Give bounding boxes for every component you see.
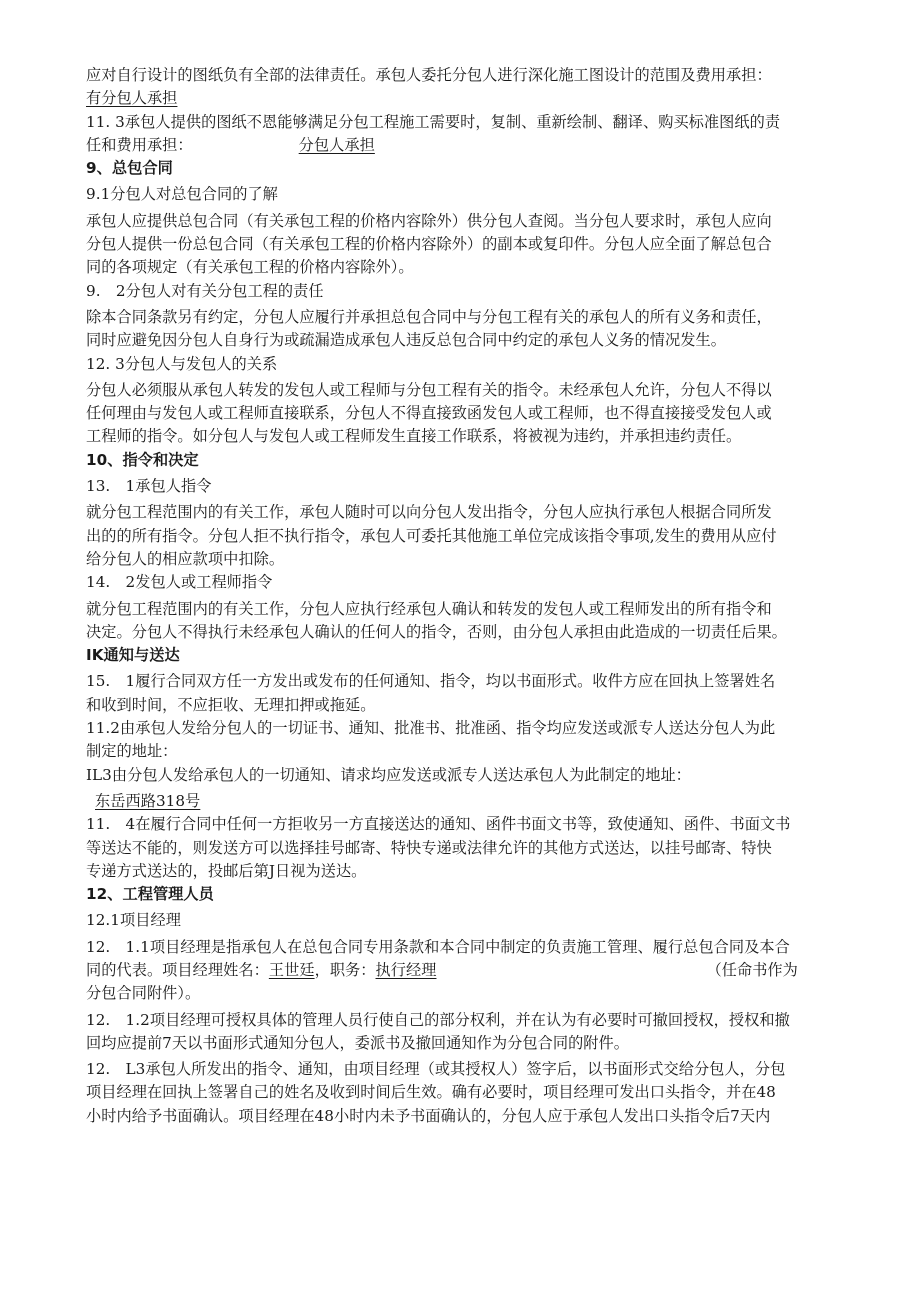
text-line: 12. 1.2项目经理可授权具体的管理人员行使自己的部分权利，并在认为有必要时可撤回授权，授权和撤 — [86, 1010, 790, 1029]
text-line: 回均应提前7天以书面形式通知分包人，委派书及撤回通知作为分包合同的附件。 — [86, 1033, 630, 1052]
underlined-value: 王世廷 — [268, 960, 315, 979]
text-line: 应对自行设计的图纸负有全部的法律责任。承包人委托分包人进行深化施工图设计的范围及费用承担： — [86, 66, 772, 84]
text-line: 项目经理在回执上签署自己的姓名及收到时间后生效。确有必要时，项目经理可发出口头指令，并在48 — [86, 1083, 776, 1102]
text-line — [86, 134, 866, 157]
text-line: 11.2由承包人发给分包人的一切证书、通知、批准书、批准函、指令均应发送或派专人送达分包人为此 — [86, 719, 776, 738]
text-segment: 同的代表。项目经理姓名： — [86, 960, 269, 979]
section-heading: 12、工程管理人员 — [86, 885, 214, 904]
text-line: 同时应避免因分包人自身行为或疏漏造成承包人违反总包合同中约定的承包人义务的情况发生。 — [86, 331, 726, 350]
text-line: 11. 3承包人提供的图纸不恩能够满足分包工程施工需要时，复制、重新绘制、翻译、购买标准图纸的责 — [86, 112, 781, 131]
text-line: 分包合同附件）。 — [86, 984, 201, 1003]
underlined-value: 分包人承担 — [298, 135, 375, 154]
text-line: 11. 4在履行合同中任何一方拒收另一方直接送达的通知、函件书面文书等，致使通知、函件、书面文书 — [86, 815, 791, 834]
text-line: 工程师的指令。如分包人与发包人或工程师发生直接工作联系，将被视为违约，并承担违约责任。 — [86, 427, 742, 446]
text-line: 承包人应提供总包合同（有关承包工程的价格内容除外）供分包人查阅。当分包人要求时，承包人应向 — [86, 211, 772, 230]
text-line: 出的的所有指令。分包人拒不执行指令，承包人可委托其他施工单位完成该指令事项,发生的费用从应付 — [86, 526, 777, 545]
subsection-title: 13. 1承包人指令 — [86, 477, 212, 496]
text-line: 12. L3承包人所发出的指令、通知，由项目经理（或其授权人）签字后，以书面形式交给分包人，分包 — [86, 1060, 786, 1079]
document-page — [86, 64, 866, 1128]
subsection-title: 9. 2分包人对有关分包工程的责任 — [86, 281, 324, 300]
text-line: 给分包人的相应款项中扣除。 — [86, 549, 285, 568]
text-line: 除本合同条款另有约定，分包人应履行并承担总包合同中与分包工程有关的承包人的所有义务和责任， — [86, 307, 772, 326]
text-line: 和收到时间，不应拒收、无理扣押或拖延。 — [86, 695, 376, 714]
underlined-value: 执行经理 — [375, 960, 437, 979]
text-line: 专递方式送达的，投邮后第J日视为送达。 — [86, 861, 367, 880]
subsection-title: 12. 3分包人与发包人的关系 — [86, 354, 278, 373]
text-line: 决定。分包人不得执行未经承包人确认的任何人的指令，否则，由分包人承担由此造成的一切责任后果。 — [86, 622, 787, 641]
subsection-title: 12.1项目经理 — [86, 911, 181, 930]
text-line: 15. 1履行合同双方任一方发出或发布的任何通知、指令，均以书面形式。收件方应在回执上签署姓名 — [86, 672, 776, 691]
text-line: 小时内给予书面确认。项目经理在48小时内未予书面确认的，分包人应于承包人发出口头指令后7天内 — [86, 1106, 771, 1125]
text-line: 制定的地址： — [86, 742, 178, 761]
text-line — [86, 959, 866, 982]
subsection-title: 9.1分包人对总包合同的了解 — [86, 185, 278, 204]
text-line: 等送达不能的，则发送方可以选择挂号邮寄、特快专递或法律允许的其他方式送达，以挂号邮寄、特快 — [86, 838, 772, 857]
subsection-title: 14. 2发包人或工程师指令 — [86, 573, 273, 592]
text-segment: （任命书作为 — [706, 960, 798, 979]
address-value: 东岳西路318号 — [95, 791, 201, 810]
text-line: 同的各项规定（有关承包工程的价格内容除外）。 — [86, 258, 414, 277]
text-line: 分包人提供一份总包合同（有关承包工程的价格内容除外）的副本或复印件。分包人应全面了解总包合 — [86, 235, 772, 254]
text-line — [86, 790, 866, 813]
text-line: 分包人必须服从承包人转发的发包人或工程师与分包工程有关的指令。未经承包人允许，分包人不得以 — [86, 380, 772, 399]
text-line: 就分包工程范围内的有关工作，分包人应执行经承包人确认和转发的发包人或工程师发出的所有指令和 — [86, 599, 772, 618]
section-heading: 9、总包合同 — [86, 159, 173, 178]
text-line: 就分包工程范围内的有关工作，承包人随时可以向分包人发出指令，分包人应执行承包人根据合同所发 — [86, 503, 772, 522]
text-line: 12. 1.1项目经理是指承包人在总包合同专用条款和本合同中制定的负责施工管理、履行总包合同及本合 — [86, 937, 790, 956]
text-segment: ，职务： — [314, 960, 376, 979]
text-line — [86, 87, 866, 110]
section-heading: 10、指令和决定 — [86, 450, 199, 469]
underlined-value: 有分包人承担 — [86, 89, 178, 108]
section-heading: IK通知与送达 — [86, 646, 180, 665]
text-line: IL3由分包人发给承包人的一切通知、请求均应发送或派专人送达承包人为此制定的地址： — [86, 765, 691, 784]
text-line: 任何理由与发包人或工程师直接联系，分包人不得直接致函发包人或工程师，也不得直接接受发包人或 — [86, 404, 772, 423]
text-segment: 任和费用承担： — [86, 135, 193, 154]
